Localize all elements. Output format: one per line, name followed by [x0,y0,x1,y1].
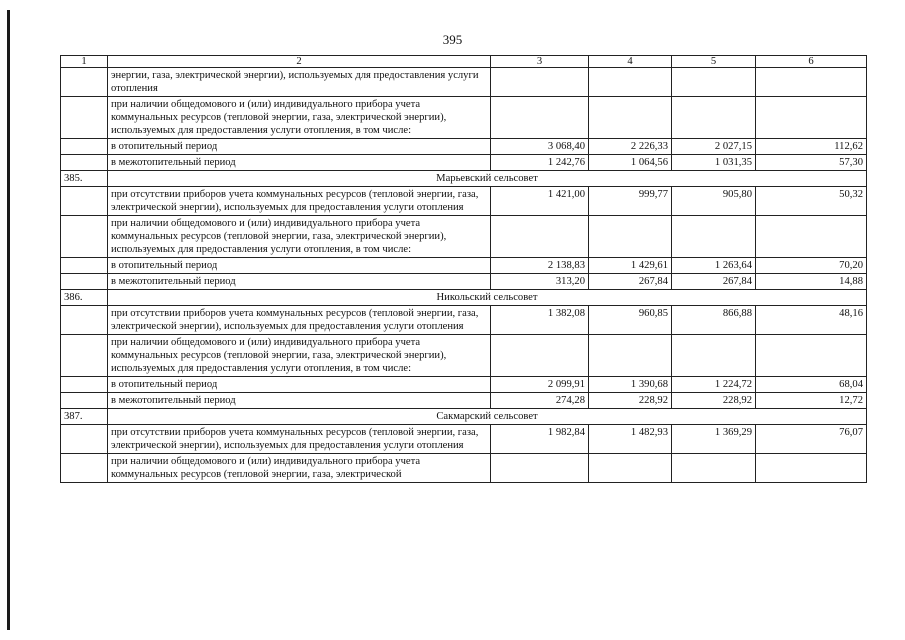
value-cell: 76,07 [756,425,867,454]
table-row [61,274,867,290]
row-description: в межотопительный период [108,274,491,290]
value-cell: 1 031,35 [672,155,756,171]
row-number: 387. [61,409,108,425]
row-number [61,139,108,155]
value-cell [672,68,756,97]
section-row [61,409,867,425]
value-cell: 1 429,61 [589,258,672,274]
value-cell: 267,84 [672,274,756,290]
section-row [61,290,867,306]
value-cell: 1 482,93 [589,425,672,454]
row-number [61,377,108,393]
value-cell: 50,32 [756,187,867,216]
value-cell [491,335,589,377]
row-number [61,258,108,274]
value-cell: 12,72 [756,393,867,409]
value-cell: 1 982,84 [491,425,589,454]
value-cell: 274,28 [491,393,589,409]
row-number [61,187,108,216]
row-number [61,216,108,258]
table-row [61,377,867,393]
row-description: при наличии общедомового и (или) индивидуального прибора учета коммунальных ресурсов (тепловой энергии, газа, электрической энергии), используемых для предоставления услуги отопления, в том числе: [108,335,491,377]
section-title: Никольский сельсовет [108,290,867,306]
value-cell [756,97,867,139]
value-cell [672,335,756,377]
row-description: при наличии общедомового и (или) индивидуального прибора учета коммунальных ресурсов (тепловой энергии, газа, электрической энергии), используемых для предоставления услуги отопления, в том числе: [108,97,491,139]
tariff-table [60,55,867,483]
value-cell: 68,04 [756,377,867,393]
value-cell [491,216,589,258]
table-row [61,454,867,483]
value-cell: 3 068,40 [491,139,589,155]
value-cell [589,68,672,97]
header-cell: 5 [672,56,756,68]
section-title: Марьевский сельсовет [108,171,867,187]
table-row [61,216,867,258]
row-number [61,425,108,454]
row-description: при наличии общедомового и (или) индивидуального прибора учета коммунальных ресурсов (тепловой энергии, газа, электрической [108,454,491,483]
value-cell [672,216,756,258]
value-cell: 228,92 [589,393,672,409]
value-cell: 48,16 [756,306,867,335]
value-cell: 905,80 [672,187,756,216]
page-number: 395 [442,32,463,47]
row-description: при отсутствии приборов учета коммунальных ресурсов (тепловой энергии, газа, электрической энергии), используемых для предоставления услуги отопления [108,187,491,216]
table-row [61,68,867,97]
value-cell: 1 263,64 [672,258,756,274]
table-row [61,335,867,377]
table-row [61,393,867,409]
value-cell: 1 421,00 [491,187,589,216]
row-description: в отопительный период [108,258,491,274]
row-description: в межотопительный период [108,155,491,171]
value-cell: 866,88 [672,306,756,335]
table-row [61,155,867,171]
row-description: в межотопительный период [108,393,491,409]
value-cell: 1 064,56 [589,155,672,171]
value-cell [589,454,672,483]
binding-bar [7,10,10,630]
header-cell: 3 [491,56,589,68]
table-body [61,68,867,483]
table-row [61,306,867,335]
value-cell: 228,92 [672,393,756,409]
value-cell: 112,62 [756,139,867,155]
value-cell [589,216,672,258]
row-number [61,335,108,377]
value-cell: 2 027,15 [672,139,756,155]
header-row [61,56,867,68]
section-row [61,171,867,187]
value-cell: 70,20 [756,258,867,274]
row-description: при отсутствии приборов учета коммунальных ресурсов (тепловой энергии, газа, электрической энергии), используемых для предоставления услуги отопления [108,306,491,335]
row-number [61,393,108,409]
value-cell: 1 369,29 [672,425,756,454]
value-cell: 313,20 [491,274,589,290]
value-cell: 1 242,76 [491,155,589,171]
header-cell: 6 [756,56,867,68]
value-cell [756,454,867,483]
header-cell: 1 [61,56,108,68]
value-cell: 960,85 [589,306,672,335]
section-title: Сакмарский сельсовет [108,409,867,425]
value-cell [756,68,867,97]
value-cell: 267,84 [589,274,672,290]
row-number [61,454,108,483]
table-row [61,258,867,274]
value-cell [756,216,867,258]
row-number [61,274,108,290]
row-number [61,68,108,97]
value-cell: 1 382,08 [491,306,589,335]
row-description: в отопительный период [108,139,491,155]
row-number [61,306,108,335]
value-cell: 2 226,33 [589,139,672,155]
value-cell [589,335,672,377]
row-number: 385. [61,171,108,187]
value-cell: 14,88 [756,274,867,290]
header-cell: 4 [589,56,672,68]
row-number: 386. [61,290,108,306]
value-cell: 2 099,91 [491,377,589,393]
value-cell [672,454,756,483]
value-cell [672,97,756,139]
value-cell [491,68,589,97]
table-row [61,425,867,454]
row-description: при отсутствии приборов учета коммунальных ресурсов (тепловой энергии, газа, электрической энергии), используемых для предоставления услуги отопления [108,425,491,454]
table-row [61,187,867,216]
row-description: при наличии общедомового и (или) индивидуального прибора учета коммунальных ресурсов (тепловой энергии, газа, электрической энергии), используемых для предоставления услуги отопления, в том числе: [108,216,491,258]
header-cell: 2 [108,56,491,68]
value-cell [589,97,672,139]
table-row [61,97,867,139]
value-cell [491,97,589,139]
value-cell: 57,30 [756,155,867,171]
value-cell: 999,77 [589,187,672,216]
row-number [61,97,108,139]
row-number [61,155,108,171]
value-cell: 1 224,72 [672,377,756,393]
row-description: в отопительный период [108,377,491,393]
table-row [61,139,867,155]
value-cell: 1 390,68 [589,377,672,393]
row-description: энергии, газа, электрической энергии), используемых для предоставления услуги отопления [108,68,491,97]
value-cell: 2 138,83 [491,258,589,274]
value-cell [491,454,589,483]
value-cell [756,335,867,377]
